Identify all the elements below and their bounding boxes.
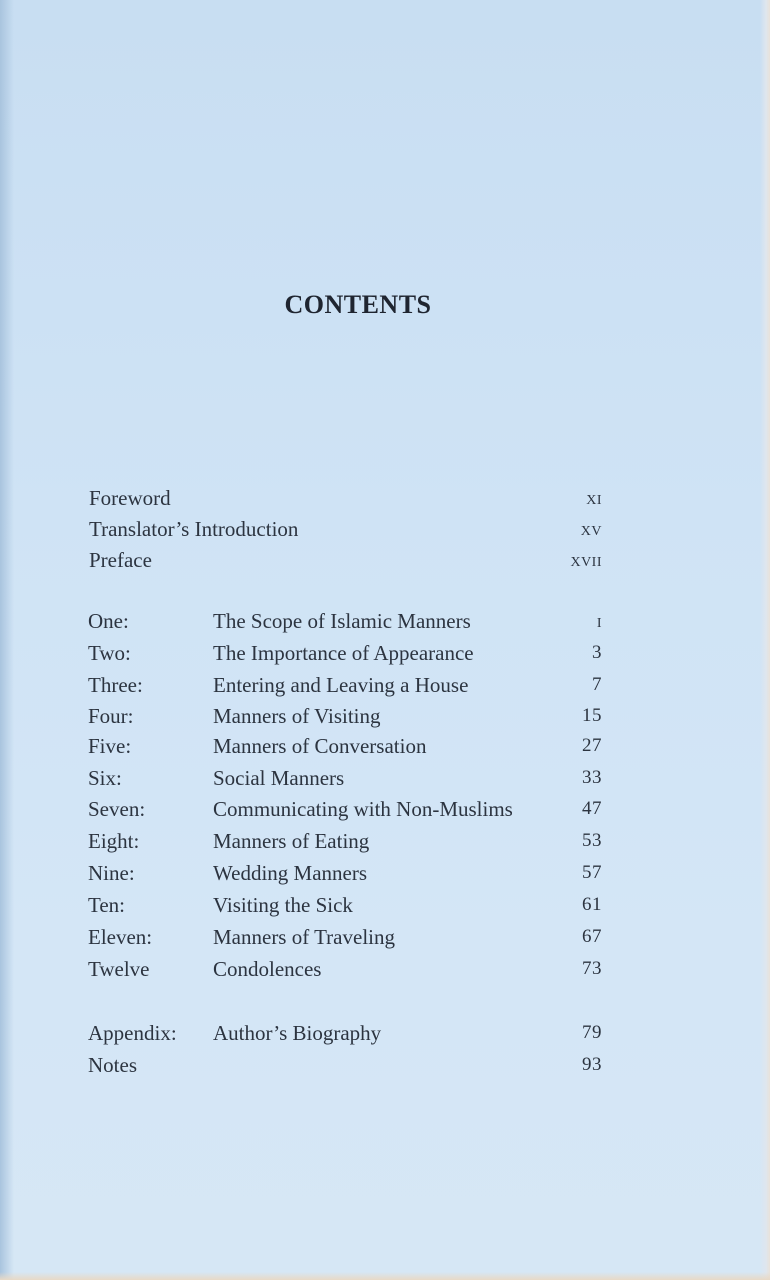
chapter-title: Communicating with Non-Muslims	[213, 797, 513, 821]
chapter-number: Four:	[88, 704, 134, 728]
chapter-title: Manners of Conversation	[213, 734, 427, 758]
chapter-number: Notes	[88, 1053, 137, 1077]
chapter-page: 67	[582, 926, 602, 947]
toc-chapter-row	[0, 953, 770, 985]
chapter-title: Condolences	[213, 957, 322, 981]
chapter-page: 61	[582, 894, 602, 915]
chapter-number: Six:	[88, 766, 122, 790]
chapter-page: i	[596, 610, 602, 632]
toc-chapter-row	[0, 637, 770, 669]
chapter-number: Nine:	[88, 861, 135, 885]
toc-entry-label: Translator’s Introduction	[89, 517, 299, 541]
chapter-page: 73	[582, 958, 602, 979]
chapter-number: Seven:	[88, 797, 146, 821]
toc-entry-notes	[0, 1049, 770, 1081]
toc-chapter-row	[0, 700, 770, 732]
chapter-number: Three:	[88, 673, 143, 697]
toc-entry-appendix	[0, 1017, 770, 1049]
chapter-title: Manners of Traveling	[213, 925, 395, 949]
toc-chapter-row	[0, 857, 770, 889]
chapter-page: 33	[582, 767, 602, 788]
toc-entry-page: xvii	[570, 549, 602, 571]
toc-entry-page: xi	[586, 487, 602, 509]
chapter-title: Author’s Biography	[213, 1021, 382, 1045]
toc-chapter-row	[0, 889, 770, 921]
chapter-title: The Importance of Appearance	[213, 641, 474, 665]
toc-chapter-row	[0, 762, 770, 794]
toc-entry-page: xv	[580, 518, 602, 540]
toc-entry-label: Foreword	[89, 486, 171, 510]
chapter-title: Wedding Manners	[213, 861, 368, 885]
toc-chapter-row	[0, 669, 770, 701]
toc-chapter-row	[0, 793, 770, 825]
page-edge-bottom	[0, 1272, 770, 1280]
toc-entry-translators-introduction	[0, 513, 770, 545]
chapter-number: Twelve	[88, 957, 150, 981]
toc-chapter-row	[0, 605, 770, 637]
toc-entry-preface	[0, 544, 770, 576]
toc-entry-foreword	[0, 482, 770, 514]
chapter-title: Manners of Visiting	[213, 704, 381, 728]
chapter-page: 93	[582, 1054, 602, 1075]
toc-chapter-row	[0, 921, 770, 953]
chapter-number: Ten:	[88, 893, 126, 917]
chapter-number: Five:	[88, 734, 132, 758]
chapter-number: Eleven:	[88, 925, 153, 949]
toc-chapter-row	[0, 730, 770, 762]
chapter-number: Two:	[88, 641, 131, 665]
chapter-page: 79	[582, 1022, 602, 1043]
chapter-title: Entering and Leaving a House	[213, 673, 469, 697]
chapter-title: The Scope of Islamic Manners	[213, 609, 471, 633]
page-title: CONTENTS	[284, 290, 432, 319]
chapter-number: Appendix:	[88, 1021, 177, 1045]
chapter-page: 15	[582, 705, 602, 726]
toc-entry-label: Preface	[89, 548, 152, 572]
chapter-title: Visiting the Sick	[213, 893, 353, 917]
chapter-page: 3	[592, 642, 602, 663]
chapter-title: Social Manners	[213, 766, 345, 790]
chapter-number: Eight:	[88, 829, 140, 853]
chapter-number: One:	[88, 609, 129, 633]
chapter-page: 47	[582, 798, 602, 819]
chapter-page: 27	[582, 735, 602, 756]
chapter-title: Manners of Eating	[213, 829, 370, 853]
chapter-page: 7	[592, 674, 602, 695]
chapter-page: 53	[582, 830, 602, 851]
toc-chapter-row	[0, 825, 770, 857]
chapter-page: 57	[582, 862, 602, 883]
